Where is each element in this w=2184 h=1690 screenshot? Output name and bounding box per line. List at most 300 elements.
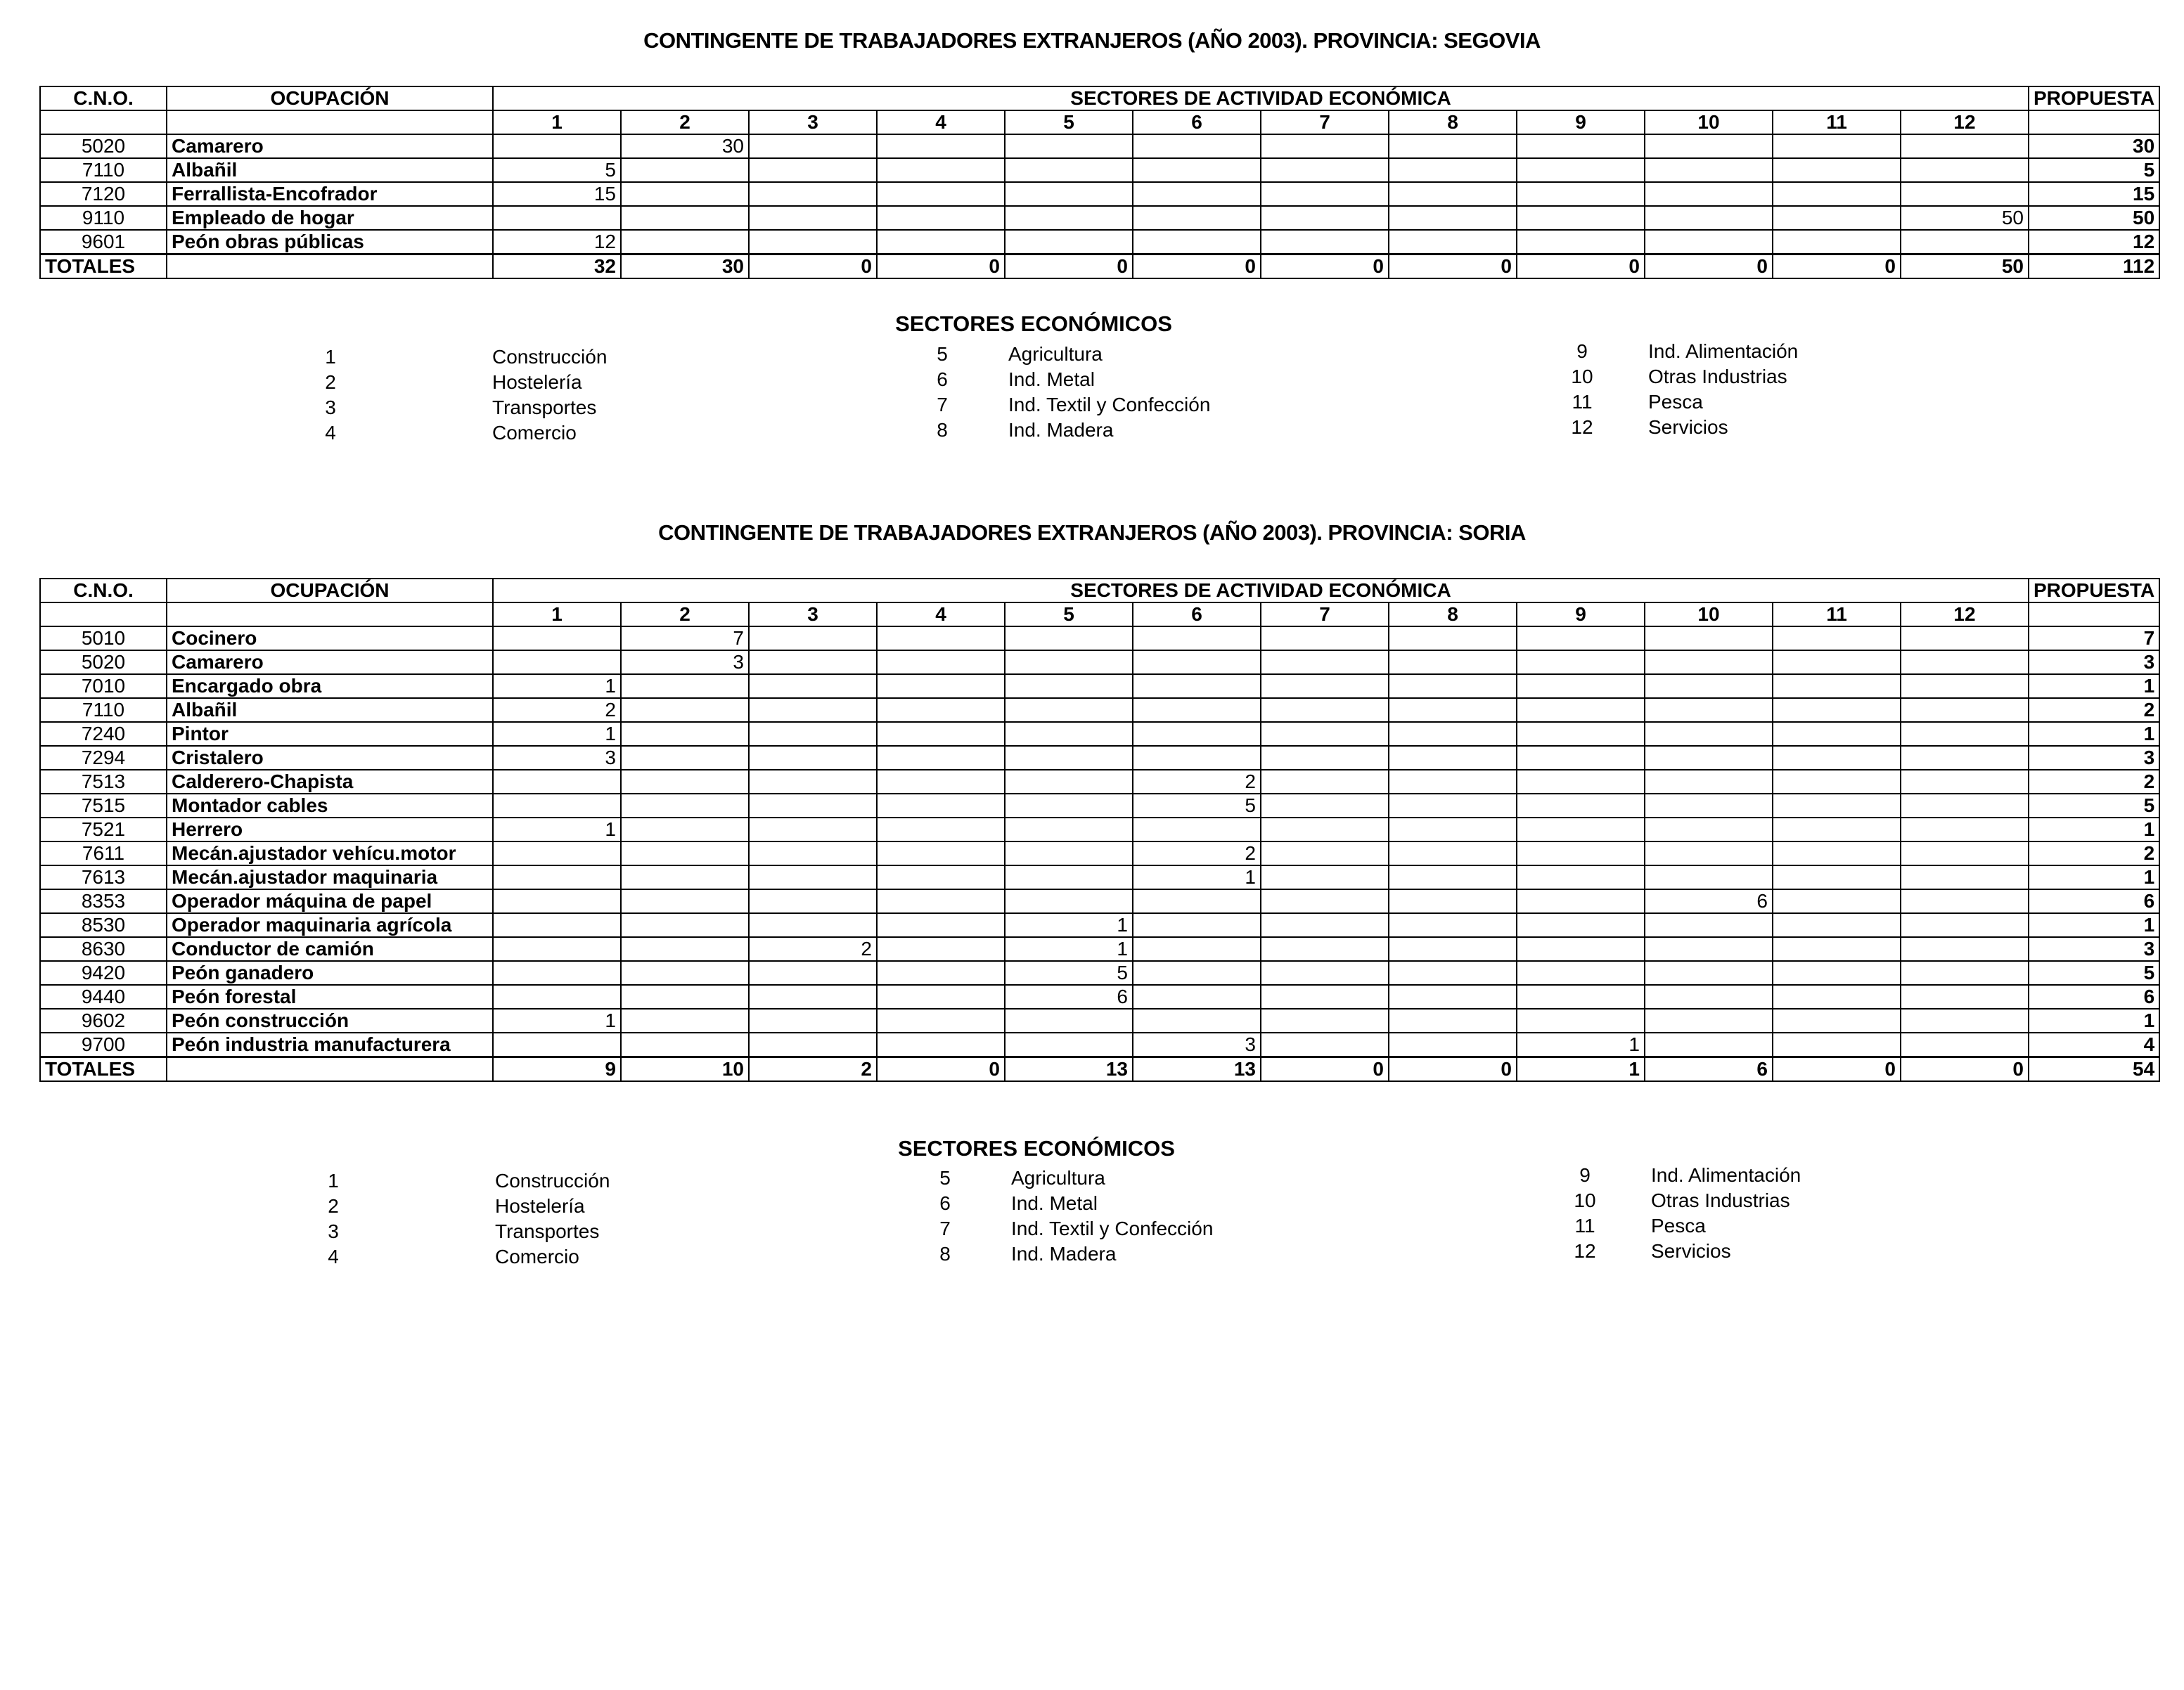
sector-value-cell: 3 (493, 746, 621, 770)
sector-value-cell: 3 (621, 650, 749, 674)
sector-value-cell (493, 913, 621, 937)
sector-value-cell (493, 770, 621, 794)
sector-value-cell (749, 746, 877, 770)
legend-number: 10 (1574, 1189, 1596, 1211)
sector-value-cell (749, 230, 877, 254)
sector-value-cell (621, 746, 749, 770)
cno-cell: 7513 (40, 770, 167, 794)
legend-name: Comercio (492, 422, 577, 444)
sector-total-cell: 0 (1389, 1057, 1517, 1082)
sector-value-cell (1773, 794, 1901, 818)
sector-value-cell (1389, 985, 1517, 1009)
sector-value-cell (1773, 134, 1901, 158)
sector-value-cell (1261, 770, 1389, 794)
occupation-header: OCUPACIÓN (167, 579, 493, 602)
sector-value-cell: 1 (493, 818, 621, 841)
totals-blank (167, 1057, 493, 1082)
sector-value-cell (621, 865, 749, 889)
sector-value-cell (1517, 650, 1645, 674)
table-row (40, 134, 2159, 158)
legend-name: Ind. Metal (1008, 368, 1095, 390)
sector-value-cell (877, 913, 1005, 937)
sector-value-cell (1773, 230, 1901, 254)
sector-value-cell (877, 626, 1005, 650)
sector-value-cell (749, 626, 877, 650)
legend-name: Ind. Textil y Confección (1011, 1218, 1214, 1239)
sector-value-cell (1773, 206, 1901, 230)
legend-name: Servicios (1648, 416, 1728, 438)
table-row (40, 937, 2159, 961)
sector-value-cell (1261, 230, 1389, 254)
cno-cell: 5010 (40, 626, 167, 650)
sector-value-cell: 2 (1133, 770, 1261, 794)
sector-number-7: 7 (1261, 602, 1389, 626)
sector-value-cell: 6 (1005, 985, 1133, 1009)
cno-header: C.N.O. (40, 86, 167, 110)
sector-value-cell (1645, 158, 1773, 182)
proposal-cell: 2 (2029, 770, 2159, 794)
sector-value-cell (1645, 865, 1773, 889)
sector-value-cell (1261, 698, 1389, 722)
sector-value-cell (1261, 985, 1389, 1009)
sector-value-cell (1517, 626, 1645, 650)
proposal-cell: 1 (2029, 818, 2159, 841)
sector-value-cell (1645, 1033, 1773, 1057)
sector-value-cell: 50 (1901, 206, 2029, 230)
occupation-cell: Cocinero (167, 626, 493, 650)
sector-value-cell (1133, 674, 1261, 698)
sector-total-cell: 0 (1261, 254, 1389, 279)
sector-value-cell (621, 770, 749, 794)
segovia-title: CONTINGENTE DE TRABAJADORES EXTRANJEROS (AÑO 2003). PROVINCIA: SEGOVIA (643, 28, 1541, 53)
sector-value-cell (1005, 134, 1133, 158)
sector-value-cell (621, 206, 749, 230)
sector-value-cell (749, 182, 877, 206)
legend-name: Ind. Textil y Confección (1008, 394, 1211, 415)
table-row (40, 650, 2159, 674)
sector-total-cell: 0 (1773, 1057, 1901, 1082)
sector-value-cell (1901, 158, 2029, 182)
sector-value-cell (1901, 722, 2029, 746)
proposal-header: PROPUESTA (2029, 86, 2159, 110)
sector-value-cell (877, 698, 1005, 722)
proposal-cell: 1 (2029, 865, 2159, 889)
sector-value-cell (1261, 134, 1389, 158)
sector-number-row (40, 110, 2159, 134)
sector-value-cell (1389, 182, 1517, 206)
proposal-cell: 2 (2029, 841, 2159, 865)
table-row (40, 1033, 2159, 1057)
sector-value-cell (1261, 674, 1389, 698)
sector-value-cell (1133, 626, 1261, 650)
sector-value-cell (749, 158, 877, 182)
sector-value-cell (877, 230, 1005, 254)
occupation-cell: Empleado de hogar (167, 206, 493, 230)
occupation-header-blank (167, 602, 493, 626)
sector-value-cell (1005, 770, 1133, 794)
sector-value-cell (877, 206, 1005, 230)
proposal-cell: 3 (2029, 937, 2159, 961)
sector-value-cell (749, 889, 877, 913)
sector-value-cell (1773, 913, 1901, 937)
sector-value-cell (1901, 746, 2029, 770)
sector-value-cell (1645, 746, 1773, 770)
sector-total-cell: 1 (1517, 1057, 1645, 1082)
sector-value-cell: 3 (1133, 1033, 1261, 1057)
sector-value-cell (1133, 985, 1261, 1009)
sector-value-cell (1901, 1009, 2029, 1033)
table-row (40, 182, 2159, 206)
sector-value-cell (1005, 206, 1133, 230)
sector-value-cell (749, 794, 877, 818)
sector-number-2: 2 (621, 110, 749, 134)
sector-value-cell (1901, 1033, 2029, 1057)
proposal-cell: 15 (2029, 182, 2159, 206)
sector-number-4: 4 (877, 110, 1005, 134)
sector-number-6: 6 (1133, 602, 1261, 626)
proposal-cell: 3 (2029, 746, 2159, 770)
sector-value-cell (1901, 913, 2029, 937)
sector-value-cell (1645, 134, 1773, 158)
sectors-header: SECTORES DE ACTIVIDAD ECONÓMICA (493, 579, 2029, 602)
sector-value-cell (1773, 937, 1901, 961)
legend-name: Pesca (1651, 1215, 1706, 1237)
sector-value-cell (1645, 937, 1773, 961)
legend-name: Ind. Metal (1011, 1192, 1098, 1214)
sector-value-cell (1517, 182, 1645, 206)
proposal-cell: 7 (2029, 626, 2159, 650)
sector-value-cell (1389, 206, 1517, 230)
sector-value-cell (877, 985, 1005, 1009)
table-row (40, 841, 2159, 865)
sector-total-cell: 50 (1901, 254, 2029, 279)
sector-value-cell (1389, 818, 1517, 841)
sector-value-cell: 5 (1005, 961, 1133, 985)
legend-number: 5 (937, 343, 948, 365)
sector-value-cell (1517, 841, 1645, 865)
sector-value-cell (621, 985, 749, 1009)
sector-number-9: 9 (1517, 602, 1645, 626)
sector-value-cell: 2 (493, 698, 621, 722)
sector-value-cell (621, 674, 749, 698)
sector-number-8: 8 (1389, 110, 1517, 134)
occupation-cell: Albañil (167, 158, 493, 182)
sector-value-cell (1645, 206, 1773, 230)
sector-value-cell (1901, 961, 2029, 985)
sector-value-cell (877, 841, 1005, 865)
sector-total-cell: 30 (621, 254, 749, 279)
legend-number: 2 (325, 371, 336, 393)
sector-value-cell (621, 230, 749, 254)
sector-value-cell (1645, 722, 1773, 746)
sector-value-cell (1389, 937, 1517, 961)
cno-header-blank (40, 602, 167, 626)
sector-value-cell (493, 841, 621, 865)
legend-name: Hostelería (492, 371, 582, 393)
cno-cell: 8630 (40, 937, 167, 961)
legend-number: 12 (1571, 416, 1593, 438)
proposal-cell: 1 (2029, 913, 2159, 937)
legend-name: Pesca (1648, 391, 1703, 413)
sector-total-cell: 0 (1261, 1057, 1389, 1082)
sector-value-cell: 6 (1645, 889, 1773, 913)
sector-value-cell (1517, 158, 1645, 182)
sector-value-cell (1133, 230, 1261, 254)
sector-value-cell (1901, 650, 2029, 674)
sector-total-cell: 0 (1645, 254, 1773, 279)
sector-value-cell (493, 889, 621, 913)
legend-name: Transportes (492, 396, 597, 418)
proposal-cell: 6 (2029, 889, 2159, 913)
sector-value-cell (877, 889, 1005, 913)
sector-value-cell (749, 961, 877, 985)
sector-total-cell: 0 (877, 1057, 1005, 1082)
cno-cell: 9700 (40, 1033, 167, 1057)
sector-value-cell (1517, 746, 1645, 770)
totals-label: TOTALES (40, 254, 167, 279)
sector-value-cell (877, 182, 1005, 206)
occupation-header: OCUPACIÓN (167, 86, 493, 110)
sector-value-cell (877, 961, 1005, 985)
sectors-header: SECTORES DE ACTIVIDAD ECONÓMICA (493, 86, 2029, 110)
sector-total-cell: 13 (1133, 1057, 1261, 1082)
sector-value-cell (1389, 1033, 1517, 1057)
occupation-cell: Conductor de camión (167, 937, 493, 961)
sector-value-cell (749, 206, 877, 230)
sector-value-cell (1261, 722, 1389, 746)
sector-value-cell (877, 1033, 1005, 1057)
sector-value-cell (1517, 230, 1645, 254)
occupation-cell: Herrero (167, 818, 493, 841)
table-row (40, 698, 2159, 722)
cno-cell: 7110 (40, 158, 167, 182)
sector-value-cell (1389, 650, 1517, 674)
proposal-cell: 30 (2029, 134, 2159, 158)
sector-value-cell (1133, 134, 1261, 158)
sector-number-3: 3 (749, 602, 877, 626)
sector-value-cell (1005, 1033, 1133, 1057)
cno-cell: 8530 (40, 913, 167, 937)
sector-total-cell: 0 (1389, 254, 1517, 279)
sector-value-cell (1005, 746, 1133, 770)
sector-value-cell (877, 158, 1005, 182)
legend-number: 5 (939, 1167, 951, 1189)
legend-name: Construcción (492, 346, 608, 368)
cno-cell: 7240 (40, 722, 167, 746)
sector-value-cell: 12 (493, 230, 621, 254)
sector-value-cell (749, 650, 877, 674)
sector-value-cell (1517, 985, 1645, 1009)
table-row (40, 985, 2159, 1009)
occupation-cell: Cristalero (167, 746, 493, 770)
sector-value-cell (877, 794, 1005, 818)
sector-number-10: 10 (1645, 110, 1773, 134)
sector-value-cell (749, 985, 877, 1009)
sector-number-12: 12 (1901, 602, 2029, 626)
sector-value-cell (1389, 698, 1517, 722)
legend-name: Servicios (1651, 1240, 1731, 1262)
sector-value-cell: 2 (749, 937, 877, 961)
sector-value-cell: 7 (621, 626, 749, 650)
sector-value-cell (1005, 698, 1133, 722)
proposal-cell: 4 (2029, 1033, 2159, 1057)
sector-value-cell (1389, 134, 1517, 158)
sector-value-cell (1901, 674, 2029, 698)
header-row (40, 86, 2159, 110)
sector-value-cell (1133, 206, 1261, 230)
sector-value-cell (1645, 985, 1773, 1009)
occupation-cell: Albañil (167, 698, 493, 722)
sector-number-11: 11 (1773, 602, 1901, 626)
sector-total-cell: 0 (749, 254, 877, 279)
totals-label: TOTALES (40, 1057, 167, 1082)
legend-name: Comercio (495, 1246, 579, 1268)
table-row (40, 961, 2159, 985)
sector-value-cell (493, 985, 621, 1009)
sector-value-cell (1005, 794, 1133, 818)
sector-value-cell (1773, 1009, 1901, 1033)
sector-value-cell (1133, 650, 1261, 674)
sector-value-cell (621, 182, 749, 206)
sector-value-cell (621, 698, 749, 722)
sector-value-cell (621, 818, 749, 841)
legend-number: 10 (1571, 366, 1593, 387)
sector-value-cell (1389, 722, 1517, 746)
sector-value-cell (1901, 230, 2029, 254)
table-row (40, 818, 2159, 841)
sector-value-cell (621, 961, 749, 985)
sector-value-cell (1389, 889, 1517, 913)
sector-value-cell (1773, 746, 1901, 770)
sector-value-cell (1261, 626, 1389, 650)
sector-number-7: 7 (1261, 110, 1389, 134)
cno-cell: 7110 (40, 698, 167, 722)
occupation-header-blank (167, 110, 493, 134)
sector-value-cell (1901, 985, 2029, 1009)
sector-value-cell (1773, 698, 1901, 722)
cno-cell: 7010 (40, 674, 167, 698)
sector-value-cell (493, 206, 621, 230)
sector-value-cell (1261, 865, 1389, 889)
table-row (40, 206, 2159, 230)
sector-value-cell (749, 698, 877, 722)
occupation-cell: Peón construcción (167, 1009, 493, 1033)
legend-number: 4 (325, 422, 336, 444)
sector-value-cell (1133, 937, 1261, 961)
cno-cell: 5020 (40, 650, 167, 674)
legend-name: Ind. Alimentación (1651, 1164, 1801, 1186)
sector-number-9: 9 (1517, 110, 1645, 134)
sector-value-cell (1261, 158, 1389, 182)
sector-value-cell (1773, 158, 1901, 182)
legend-name: Ind. Madera (1008, 419, 1114, 441)
sector-value-cell: 2 (1133, 841, 1261, 865)
sector-total-cell: 2 (749, 1057, 877, 1082)
sector-value-cell (1005, 182, 1133, 206)
sector-value-cell (493, 1033, 621, 1057)
sector-value-cell (1389, 865, 1517, 889)
sector-value-cell (1517, 698, 1645, 722)
sector-value-cell: 15 (493, 182, 621, 206)
grand-total-cell: 54 (2029, 1057, 2159, 1082)
legend-name: Ind. Alimentación (1648, 340, 1799, 362)
sector-value-cell (1133, 889, 1261, 913)
sector-value-cell (1645, 794, 1773, 818)
sector-value-cell (1261, 889, 1389, 913)
sector-value-cell (1005, 650, 1133, 674)
occupation-cell: Peón forestal (167, 985, 493, 1009)
sector-value-cell (1389, 913, 1517, 937)
sector-value-cell (749, 818, 877, 841)
sector-value-cell (1901, 134, 2029, 158)
occupation-cell: Encargado obra (167, 674, 493, 698)
occupation-cell: Peón ganadero (167, 961, 493, 985)
cno-header: C.N.O. (40, 579, 167, 602)
sector-value-cell (1005, 865, 1133, 889)
table-row (40, 794, 2159, 818)
proposal-cell: 5 (2029, 158, 2159, 182)
occupation-cell: Camarero (167, 650, 493, 674)
legend-number: 12 (1574, 1240, 1596, 1262)
sector-value-cell (1517, 206, 1645, 230)
occupation-cell: Calderero-Chapista (167, 770, 493, 794)
sector-value-cell (1645, 182, 1773, 206)
sector-value-cell (877, 937, 1005, 961)
legend-name: Construcción (495, 1170, 610, 1192)
sector-value-cell (1005, 722, 1133, 746)
sector-value-cell (1261, 650, 1389, 674)
cno-cell: 7294 (40, 746, 167, 770)
sector-value-cell: 1 (493, 674, 621, 698)
sector-value-cell (1773, 985, 1901, 1009)
proposal-header: PROPUESTA (2029, 579, 2159, 602)
soria-legend-title: SECTORES ECONÓMICOS (898, 1136, 1175, 1161)
sector-value-cell (1517, 913, 1645, 937)
sector-value-cell (621, 722, 749, 746)
legend-number: 3 (328, 1220, 339, 1242)
sector-total-cell: 10 (621, 1057, 749, 1082)
sector-value-cell (1901, 865, 2029, 889)
sector-value-cell (1517, 770, 1645, 794)
sector-value-cell: 5 (493, 158, 621, 182)
occupation-cell: Mecán.ajustador vehícu.motor (167, 841, 493, 865)
sector-value-cell (1389, 746, 1517, 770)
sector-value-cell (1005, 158, 1133, 182)
sector-value-cell (749, 1033, 877, 1057)
legend-number: 8 (939, 1243, 951, 1265)
legend-number: 8 (937, 419, 948, 441)
sector-value-cell: 1 (493, 722, 621, 746)
sector-value-cell (621, 841, 749, 865)
sector-value-cell (1517, 818, 1645, 841)
sector-value-cell (1389, 230, 1517, 254)
sector-value-cell (621, 1009, 749, 1033)
legend-number: 11 (1572, 391, 1593, 413)
sector-value-cell (1261, 937, 1389, 961)
sector-total-cell: 0 (1005, 254, 1133, 279)
sector-value-cell (1261, 206, 1389, 230)
sector-value-cell (877, 818, 1005, 841)
legend-number: 11 (1574, 1215, 1595, 1237)
legend-name: Hostelería (495, 1195, 585, 1217)
sector-value-cell (1517, 961, 1645, 985)
grand-total-cell: 112 (2029, 254, 2159, 279)
table-row (40, 158, 2159, 182)
sector-value-cell (1389, 770, 1517, 794)
cno-header-blank (40, 110, 167, 134)
proposal-cell: 12 (2029, 230, 2159, 254)
proposal-cell: 1 (2029, 1009, 2159, 1033)
